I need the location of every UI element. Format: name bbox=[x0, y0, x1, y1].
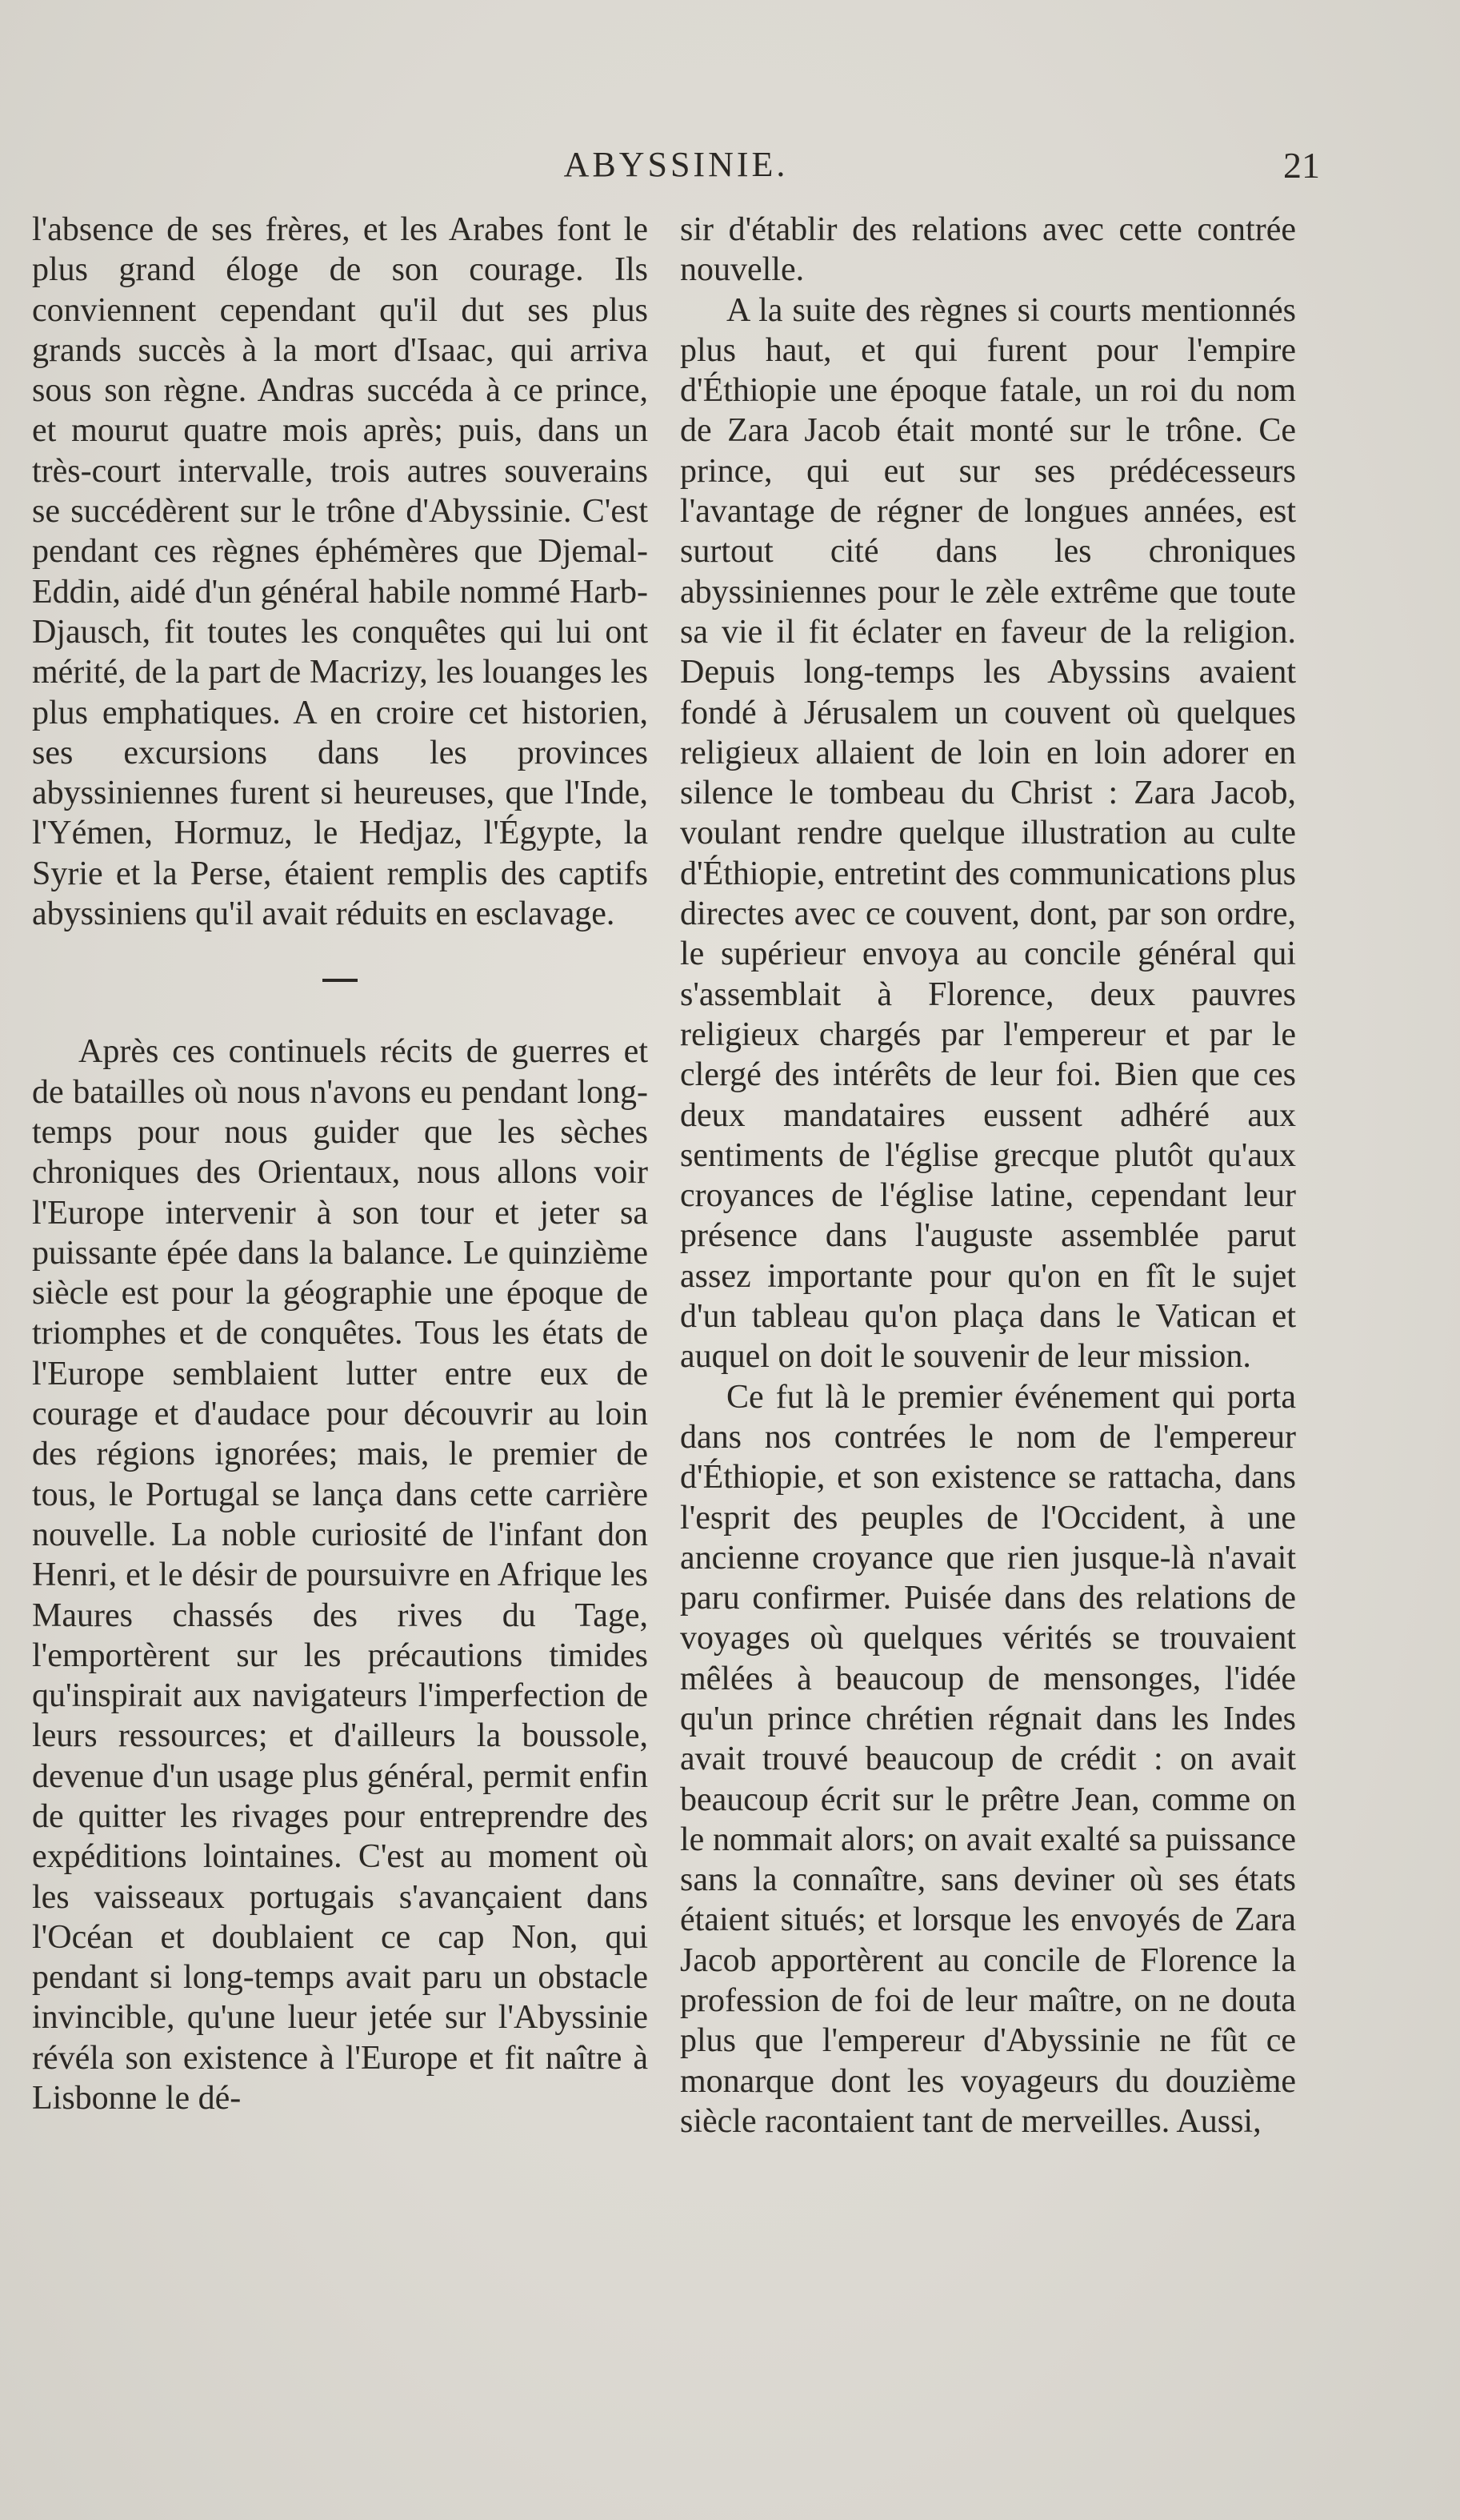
right-paragraph-1: sir d'établir des relations avec cette contrée nouvelle. bbox=[680, 211, 1296, 289]
right-column bbox=[680, 210, 1296, 2141]
left-paragraph-2: Après ces continuels récits de guerres et de batailles où nous n'avons eu pendant long-temps pour nous guider que les sèches chroniques des Orientaux, nous allons voir l'Europe intervenir à son tour et jeter sa puissante épée dans la balance. Le quinzième siècle est pour la géographie une époque de triomphes et de conquêtes. Tous les états de l'Europe semblaient lutter entre eux de courage et d'audace pour découvrir au loin des régions ignorées; mais, le premier de tous, le Portugal se lança dans cette carrière nouvelle. La noble curiosité de l'infant don Henri, et le désir de poursuivre en Afrique les Maures chassés des rives du Tage, l'emportèrent sur les précautions timides qu'inspirait aux navigateurs l'imperfection de leurs ressources; et d'ailleurs la boussole, devenue d'un usage plus général, permit enfin de quitter les rivages pour entreprendre des expéditions lointaines. C'est au moment où les vaisseaux portugais s'avançaient dans l'Océan et doublaient ce cap Non, qui pendant si long-temps avait paru un obstacle invincible, qu'une lueur jetée sur l'Abyssinie révéla son existence à l'Europe et fit naître à Lisbonne le dé- bbox=[32, 1033, 648, 2117]
right-paragraph-2: A la suite des règnes si courts mentionnés plus haut, et qui furent pour l'empire d'Éthiopie une époque fatale, un roi du nom de Zara Jacob était monté sur le trône. Ce prince, qui eut sur ses prédécesseurs l'avantage de régner de longues années, est surtout cité dans les chroniques abyssiniennes pour le zèle extrême que toute sa vie il fit éclater en faveur de la religion. Depuis long-temps les Abyssins avaient fondé à Jérusalem un couvent où quelques religieux allaient de loin en loin adorer en silence le tombeau du Christ : Zara Jacob, voulant rendre quelque illustration au culte d'Éthiopie, entretint des communications plus directes avec ce couvent, dont, par son ordre, le supérieur envoya au concile général qui s'assemblait à Florence, deux pauvres religieux chargés par l'empereur et par le clergé des intérêts de leur foi. Bien que ces deux mandataires eussent adhéré aux sentiments de l'église grecque plutôt qu'aux croyances de l'église latine, cependant leur présence dans l'auguste assemblée parut assez importante pour qu'on en fît le sujet d'un tableau qu'on plaça dans le Vatican et auquel on doit le souvenir de leur mission. bbox=[680, 291, 1296, 1376]
running-head bbox=[32, 144, 1320, 200]
left-column bbox=[32, 210, 648, 2118]
running-title: ABYSSINIE. bbox=[563, 145, 789, 184]
section-separator bbox=[322, 979, 358, 982]
left-paragraph-1: l'absence de ses frères, et les Arabes font le plus grand éloge de son courage. Ils conviennent cependant qu'il dut ses plus grands succès à la mort d'Isaac, qui arriva sous son règne. Andras succéda à ce prince, et mourut quatre mois après; puis, dans un très-court intervalle, trois autres souverains se succédèrent sur le trône d'Abyssinie. C'est pendant ces règnes éphémères que Djemal-Eddin, aidé d'un général habile nommé Harb-Djausch, fit toutes les conquêtes qui lui ont mérité, de la part de Macrizy, les louanges les plus emphatiques. A en croire cet historien, ses excursions dans les provinces abyssiniennes furent si heureuses, que l'Inde, l'Yémen, Hormuz, le Hedjaz, l'Égypte, la Syrie et la Perse, étaient remplis des captifs abyssiniens qu'il avait réduits en esclavage. bbox=[32, 211, 648, 933]
right-paragraph-3: Ce fut là le premier événement qui porta dans nos contrées le nom de l'empereur d'Éthiopie, et son existence se rattacha, dans l'esprit des peuples de l'Occident, à une ancienne croyance que rien jusque-là n'avait paru confirmer. Puisée dans des relations de voyages où quelques vérités se trouvaient mêlées à beaucoup de mensonges, l'idée qu'un prince chrétien régnait dans les Indes avait trouvé beaucoup de crédit : on avait beaucoup écrit sur le prêtre Jean, comme on le nommait alors; on avait exalté sa puissance sans la connaître, sans deviner où ses états étaient situés; et lorsque les envoyés de Zara Jacob apportèrent au concile de Florence la profession de foi de leur maître, on ne douta plus que l'empereur d'Abyssinie ne fût ce monarque dont les voyageurs du douzième siècle racontaient tant de merveilles. Aussi, bbox=[680, 1378, 1296, 2140]
page-number: 21 bbox=[1283, 145, 1320, 186]
